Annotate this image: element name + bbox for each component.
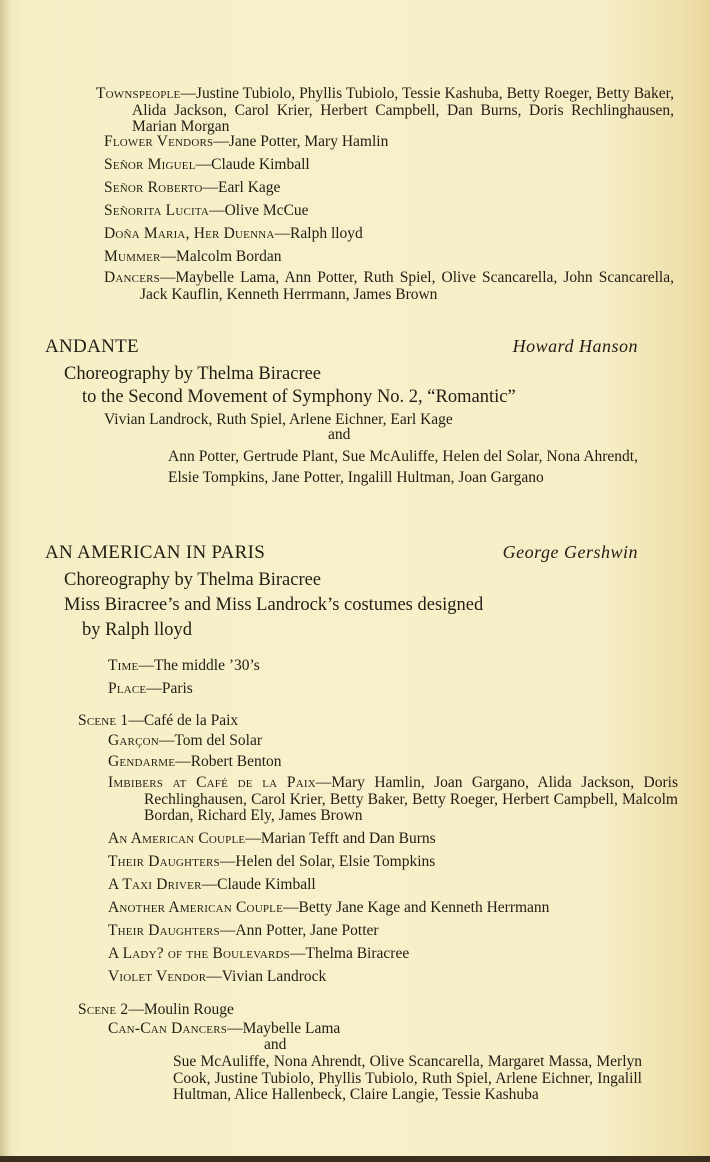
andante-principals: Vivian Landrock, Ruth Spiel, Arlene Eichner, Earl Kage [104, 411, 453, 428]
role-name: Garçon [108, 732, 159, 749]
scene2-heading [78, 1000, 234, 1019]
role-can-can-dancers [108, 1019, 340, 1038]
dash: — [209, 202, 225, 219]
role-imbibers [108, 775, 678, 825]
dash: — [146, 680, 162, 697]
role-dona-maria [104, 224, 363, 243]
cast-names: Marian Tefft and Dan Burns [260, 830, 436, 847]
cast-names: Maybelle Lama [242, 1020, 341, 1037]
role-name: Another American Couple [108, 899, 283, 916]
cast-names: Thelma Biracree [305, 945, 410, 962]
cast-names: Ralph lloyd [290, 225, 363, 242]
role-gendarme [108, 752, 282, 771]
role-another-american-couple [108, 898, 549, 917]
dash: — [160, 269, 176, 286]
role-dancers [104, 270, 674, 303]
cast-names: Earl Kage [218, 179, 281, 196]
andante-and: and [328, 426, 351, 443]
dash: — [128, 1001, 144, 1018]
scene2-and: and [264, 1036, 287, 1053]
role-their-daughters-1 [108, 852, 435, 871]
role-name: Señor Roberto [104, 179, 203, 196]
dash: — [227, 1020, 243, 1037]
paris-choreography: Choreography by Thelma Biracree [64, 570, 322, 590]
role-townspeople [96, 86, 674, 136]
page-gutter-shadow [0, 0, 10, 1162]
paris-title: AN AMERICAN IN PARIS [45, 542, 266, 563]
scene1-heading [78, 711, 238, 730]
role-name: A Taxi Driver [108, 876, 202, 893]
dash: — [206, 968, 222, 985]
scene-name: Moulin Rouge [143, 1001, 234, 1018]
paris-composer: George Gershwin [502, 542, 638, 562]
paris-time [108, 656, 260, 675]
scene2-ensemble: Sue McAuliffe, Nona Ahrendt, Olive Scancarella, Margaret Massa, Merlyn Cook, Justine Tubiolo, Phyllis Tubiolo, Ruth Spiel, Arlene Eichner, Ingalill Hultman, Alice Hallenbeck, Claire Langie, Tessie Kashuba [173, 1053, 642, 1103]
cast-names: Jane Potter, Mary Hamlin [228, 133, 389, 150]
cast-names: Mary Hamlin, Joan Gargano, Alida Jackson, Doris Rechlinghausen, Carol Krier, Betty Baker, Betty Roeger, Herbert Campbell, Malcolm Bordan, Richard Ely, James Brown [144, 774, 678, 824]
role-american-couple [108, 829, 436, 848]
andante-subtitle: to the Second Movement of Symphony No. 2, “Romantic” [82, 387, 516, 407]
role-senor-miguel [104, 155, 310, 174]
paris-costumes-line2: by Ralph lloyd [82, 620, 192, 640]
dash: — [290, 945, 306, 962]
role-name: Townspeople [96, 85, 181, 102]
cast-names: Helen del Solar, Elsie Tompkins [235, 853, 436, 870]
role-their-daughters-2 [108, 921, 379, 940]
dash: — [160, 248, 177, 265]
dash: — [245, 830, 261, 847]
role-name: Their Daughters [108, 922, 220, 939]
role-violet-vendor [108, 967, 326, 986]
scene-label: Scene 2 [78, 1001, 129, 1018]
cast-names: Claude Kimball [217, 876, 316, 893]
role-name: Doña Maria, Her Duenna [104, 225, 275, 242]
role-name: Señorita Lucita [104, 202, 210, 219]
andante-title: ANDANTE [45, 336, 139, 357]
cast-names: Maybelle Lama, Ann Potter, Ruth Spiel, Olive Scancarella, John Scancarella, Jack Kauflin, Kenneth Herrmann, James Brown [140, 269, 674, 303]
time-value: The middle ’30’s [153, 657, 260, 674]
role-name: Their Daughters [108, 853, 220, 870]
andante-ensemble: Ann Potter, Gertrude Plant, Sue McAuliffe, Helen del Solar, Nona Ahrendt, Elsie Tompkins, Jane Potter, Ingalill Hultman, Joan Gargano [168, 448, 638, 486]
dash: — [128, 712, 144, 729]
role-name: Dancers [104, 269, 160, 286]
dash: — [202, 179, 219, 196]
paris-costumes-line1: Miss Biracree’s and Miss Landrock’s costumes designed [64, 595, 484, 615]
role-senorita-lucita [104, 201, 309, 220]
dash: — [138, 657, 154, 674]
role-name: Gendarme [108, 753, 176, 770]
dash: — [283, 899, 299, 916]
dash: — [201, 876, 218, 893]
role-name: Imbibers at Café de la Paix [108, 774, 316, 791]
andante-choreography: Choreography by Thelma Biracree [64, 364, 322, 384]
role-name: Violet Vendor [108, 968, 207, 985]
dash: — [274, 225, 291, 242]
page-bottom-edge [0, 1156, 710, 1162]
dash: — [195, 156, 212, 173]
dash: — [315, 774, 332, 791]
dash: — [219, 922, 236, 939]
dash: — [219, 853, 236, 870]
dash: — [175, 753, 191, 770]
role-name: An American Couple [108, 830, 246, 847]
role-flower-vendors [104, 132, 388, 151]
paris-place [108, 679, 193, 698]
role-senor-roberto [104, 178, 280, 197]
cast-names: Ann Potter, Jane Potter [235, 922, 379, 939]
cast-names: Claude Kimball [211, 156, 310, 173]
cast-names: Vivian Landrock [221, 968, 327, 985]
role-name: Señor Miguel [104, 156, 196, 173]
scene-name: Café de la Paix [143, 712, 239, 729]
cast-names: Olive McCue [224, 202, 309, 219]
role-name: Can-Can Dancers [108, 1020, 228, 1037]
cast-names: Betty Jane Kage and Kenneth Herrmann [298, 899, 550, 916]
role-name: Mummer [104, 248, 161, 265]
dash: — [180, 85, 196, 102]
role-name: A Lady? of the Boulevards [108, 945, 290, 962]
role-mummer [104, 247, 282, 266]
scene-label: Scene 1 [78, 712, 129, 729]
time-label: Time [108, 657, 139, 674]
role-garcon [108, 731, 262, 750]
role-lady-of-boulevards [108, 944, 409, 963]
cast-names: Justine Tubiolo, Phyllis Tubiolo, Tessie Kashuba, Betty Roeger, Betty Baker, Alida Jackson, Carol Krier, Herbert Campbell, Dan Burns, Doris Rechlinghausen, Marian Morgan [132, 85, 674, 135]
andante-composer: Howard Hanson [512, 336, 638, 356]
cast-names: Malcolm Bordan [176, 248, 282, 265]
role-taxi-driver [108, 875, 316, 894]
place-label: Place [108, 680, 147, 697]
cast-names: Robert Benton [190, 753, 282, 770]
dash: — [213, 133, 229, 150]
role-name: Flower Vendors [104, 133, 214, 150]
dash: — [158, 732, 175, 749]
place-value: Paris [161, 680, 193, 697]
cast-names: Tom del Solar [174, 732, 263, 749]
